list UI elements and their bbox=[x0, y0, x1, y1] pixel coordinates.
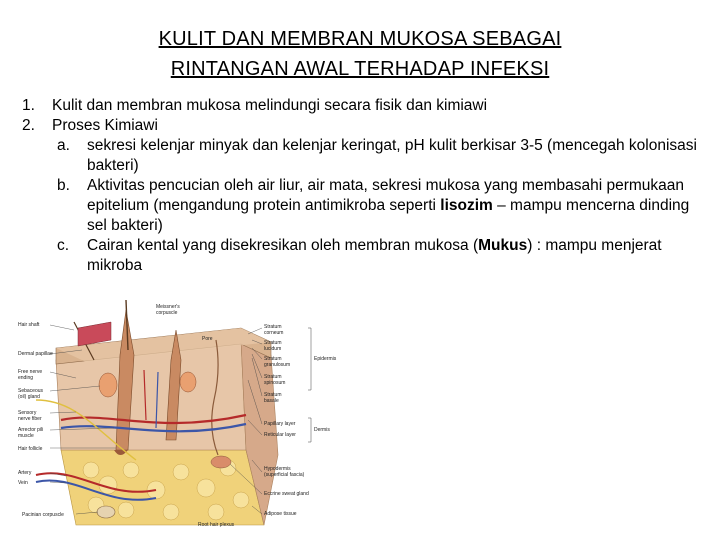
label-eccrine-sweat-gland: Eccrine sweat gland bbox=[264, 491, 309, 497]
label-sensory-nerve-fiber: Sensory nerve fiber bbox=[18, 410, 42, 422]
sublist-text bbox=[87, 176, 712, 236]
label-hypodermis: Hypodermis (superficial fascia) bbox=[264, 466, 305, 478]
list-text: Kulit dan membran mukosa melindungi secara fisik dan kimiawi bbox=[52, 97, 488, 114]
label-stratum-granulosum: Stratum granulosum bbox=[264, 356, 291, 368]
list-text: Proses Kimiawi bbox=[52, 117, 158, 134]
label-adipose-tissue: Adipose tissue bbox=[264, 511, 297, 517]
label-dermal-papillae: Dermal papillae bbox=[18, 351, 53, 357]
title-line-2: RINTANGAN AWAL TERHADAP INFEKSI bbox=[170, 58, 550, 80]
sublist-letter: a. bbox=[57, 137, 70, 154]
content-list bbox=[22, 96, 712, 276]
sublist-item-b bbox=[22, 176, 712, 236]
label-meissners-corpuscle: Meissner's corpuscle bbox=[156, 304, 180, 316]
label-arrector-pili-muscle: Arrector pili muscle bbox=[18, 427, 44, 439]
label-stratum-spinosum: Stratum spinosum bbox=[264, 374, 286, 386]
sublist-letter: c. bbox=[57, 237, 70, 254]
sublist-text: sekresi kelenjar minyak dan kelenjar keringat, pH kulit berkisar 3-5 (mencegah kolonisasi bakteri) bbox=[87, 137, 697, 174]
label-artery: Artery bbox=[18, 470, 32, 476]
label-pacinian-corpuscle: Pacinian corpuscle bbox=[22, 512, 64, 518]
text-segment: Aktivitas pencucian oleh air liur, air mata, sekresi mukosa yang membasahi permukaan epitelium (mengandung protein antimikroba seperti bbox=[87, 177, 685, 214]
sublist-letter: b. bbox=[57, 177, 70, 194]
label-free-nerve-ending: Free nerve ending bbox=[18, 369, 43, 381]
label-hair-shaft: Hair shaft bbox=[18, 322, 40, 328]
label-papillary-layer: Papillary layer bbox=[264, 421, 296, 427]
text-segment: Cairan kental yang disekresikan oleh membran mukosa ( bbox=[87, 237, 479, 254]
list-item-2 bbox=[22, 116, 712, 136]
label-dermis: Dermis bbox=[314, 427, 330, 433]
text-segment: ) : mampu menjerat mikroba bbox=[87, 237, 662, 274]
label-stratum-corneum: Stratum corneum bbox=[264, 324, 284, 336]
label-stratum-lucidum: Stratum lucidum bbox=[264, 340, 282, 352]
title-line-1: KULIT DAN MEMBRAN MUKOSA SEBAGAI bbox=[158, 28, 562, 50]
sublist-item-c bbox=[22, 236, 712, 276]
label-hair-follicle: Hair follicle bbox=[18, 446, 43, 452]
sublist-item-a bbox=[22, 136, 712, 176]
label-pore: Pore bbox=[202, 336, 213, 342]
label-reticular-layer: Reticular layer bbox=[264, 432, 296, 438]
text-segment: – mampu mencerna dinding sel bakteri) bbox=[87, 197, 690, 234]
label-root-hair-plexus: Root hair plexus bbox=[198, 522, 235, 528]
label-sebaceous-gland: Sebaceous (oil) gland bbox=[18, 388, 44, 400]
sublist-text bbox=[87, 236, 712, 276]
label-vein: Vein bbox=[18, 480, 28, 486]
bold-term-mukus: Mukus bbox=[478, 237, 528, 254]
label-epidermis: Epidermis bbox=[314, 356, 337, 362]
list-number: 1. bbox=[22, 97, 35, 114]
bold-term-lisozim: lisozim bbox=[440, 197, 493, 214]
list-number: 2. bbox=[22, 117, 35, 134]
skin-diagram bbox=[16, 300, 336, 530]
list-item-1 bbox=[22, 96, 712, 116]
label-stratum-basale: Stratum basale bbox=[264, 392, 282, 404]
slide-title bbox=[60, 24, 660, 84]
